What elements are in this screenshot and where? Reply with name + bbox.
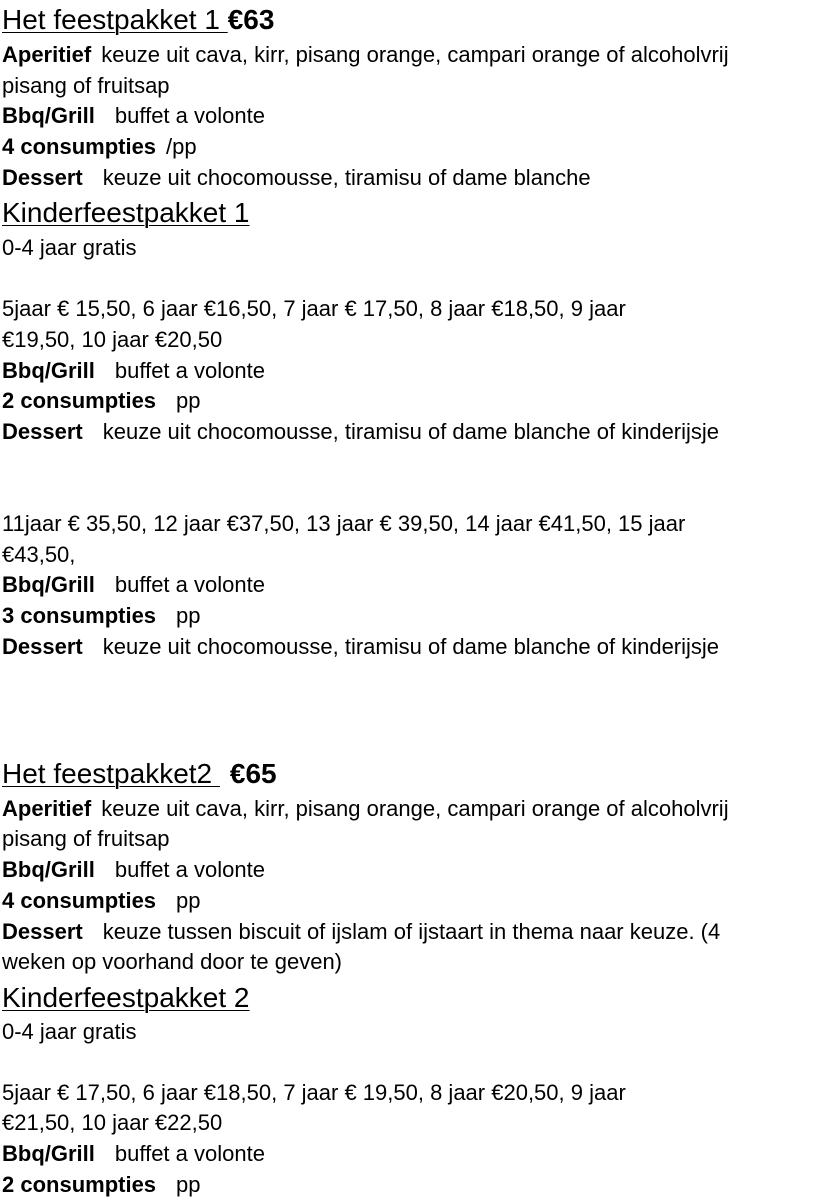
aperitief-label: Aperitief <box>2 796 92 821</box>
feestpakket-2-price: €65 <box>229 758 277 789</box>
teen-1-prices-line2: €43,50, <box>2 542 76 567</box>
bbq-text: buffet a volonte <box>114 1141 265 1166</box>
aperitief-text: keuze uit cava, kirr, pisang orange, campari orange of alcoholvrij <box>101 796 729 821</box>
feestpakket-2-heading <box>2 757 277 791</box>
kinderfeestpakket-2-title: Kinderfeestpakket 2 <box>2 982 250 1013</box>
feestpakket-1-price: €63 <box>227 4 275 35</box>
kinder-2-free: 0-4 jaar gratis <box>2 1019 137 1044</box>
feestpakket-2-dessert-cont: weken op voorhand door te geven) <box>2 949 343 974</box>
bbq-label: Bbq/Grill <box>2 1141 95 1166</box>
bbq-text: buffet a volonte <box>114 572 265 597</box>
kinder-2-consumpties <box>2 1170 201 1200</box>
kinder-1-prices-line1: 5jaar € 15,50, 6 jaar €16,50, 7 jaar € 17,50, 8 jaar €18,50, 9 jaar <box>2 296 626 321</box>
consumpties-label: 2 consumpties <box>2 1172 157 1197</box>
kinder-2-prices-line1: 5jaar € 17,50, 6 jaar €18,50, 7 jaar € 19,50, 8 jaar €20,50, 9 jaar <box>2 1080 626 1105</box>
consumpties-text: pp <box>176 888 201 913</box>
kinder-1-bbq <box>2 356 265 386</box>
consumpties-label: 4 consumpties <box>2 888 157 913</box>
teen-1-prices-line1: 11jaar € 35,50, 12 jaar €37,50, 13 jaar € 39,50, 14 jaar €41,50, 15 jaar <box>2 511 686 536</box>
feestpakket-2-aperitief <box>2 794 729 824</box>
kinder-2-prices-line2: €21,50, 10 jaar €22,50 <box>2 1110 223 1135</box>
feestpakket-1-consumpties <box>2 132 197 162</box>
kinder-1-prices-line2: €19,50, 10 jaar €20,50 <box>2 327 223 352</box>
dessert-label: Dessert <box>2 634 83 659</box>
bbq-text: buffet a volonte <box>114 103 265 128</box>
bbq-label: Bbq/Grill <box>2 103 95 128</box>
kinderfeestpakket-1-heading <box>2 196 250 230</box>
feestpakket-2-aperitief-cont: pisang of fruitsap <box>2 826 170 851</box>
consumpties-text: /pp <box>166 134 197 159</box>
feestpakket-2-title: Het feestpakket2 <box>2 758 220 789</box>
feestpakket-1-heading <box>2 3 274 37</box>
kinder-1-free: 0-4 jaar gratis <box>2 235 137 260</box>
dessert-text: keuze uit chocomousse, tiramisu of dame blanche of kinderijsje <box>102 419 720 444</box>
bbq-label: Bbq/Grill <box>2 857 95 882</box>
aperitief-label: Aperitief <box>2 42 92 67</box>
bbq-text: buffet a volonte <box>114 857 265 882</box>
feestpakket-1-bbq <box>2 101 265 131</box>
dessert-label: Dessert <box>2 919 83 944</box>
consumpties-label: 3 consumpties <box>2 603 157 628</box>
feestpakket-1-aperitief <box>2 40 729 70</box>
dessert-text: keuze tussen biscuit of ijslam of ijstaart in thema naar keuze. (4 <box>102 919 721 944</box>
kinderfeestpakket-2-heading <box>2 981 250 1015</box>
feestpakket-2-bbq <box>2 855 265 885</box>
feestpakket-1-aperitief-cont: pisang of fruitsap <box>2 73 170 98</box>
consumpties-text: pp <box>176 388 201 413</box>
bbq-text: buffet a volonte <box>114 358 265 383</box>
feestpakket-1-title: Het feestpakket 1 <box>2 4 228 35</box>
consumpties-label: 4 consumpties <box>2 134 157 159</box>
bbq-label: Bbq/Grill <box>2 572 95 597</box>
bbq-label: Bbq/Grill <box>2 358 95 383</box>
teen-1-bbq <box>2 570 265 600</box>
dessert-text: keuze uit chocomousse, tiramisu of dame blanche <box>102 165 591 190</box>
consumpties-text: pp <box>176 1172 201 1197</box>
aperitief-text: keuze uit cava, kirr, pisang orange, campari orange of alcoholvrij <box>101 42 729 67</box>
consumpties-text: pp <box>176 603 201 628</box>
teen-1-dessert <box>2 632 719 662</box>
feestpakket-1-dessert <box>2 163 591 193</box>
kinder-2-bbq <box>2 1139 265 1169</box>
teen-1-consumpties <box>2 601 201 631</box>
dessert-label: Dessert <box>2 165 83 190</box>
feestpakket-2-consumpties <box>2 886 201 916</box>
consumpties-label: 2 consumpties <box>2 388 157 413</box>
kinderfeestpakket-1-title: Kinderfeestpakket 1 <box>2 197 250 228</box>
kinder-1-consumpties <box>2 386 201 416</box>
feestpakket-2-dessert <box>2 917 720 947</box>
dessert-text: keuze uit chocomousse, tiramisu of dame blanche of kinderijsje <box>102 634 720 659</box>
kinder-1-dessert <box>2 417 719 447</box>
dessert-label: Dessert <box>2 419 83 444</box>
